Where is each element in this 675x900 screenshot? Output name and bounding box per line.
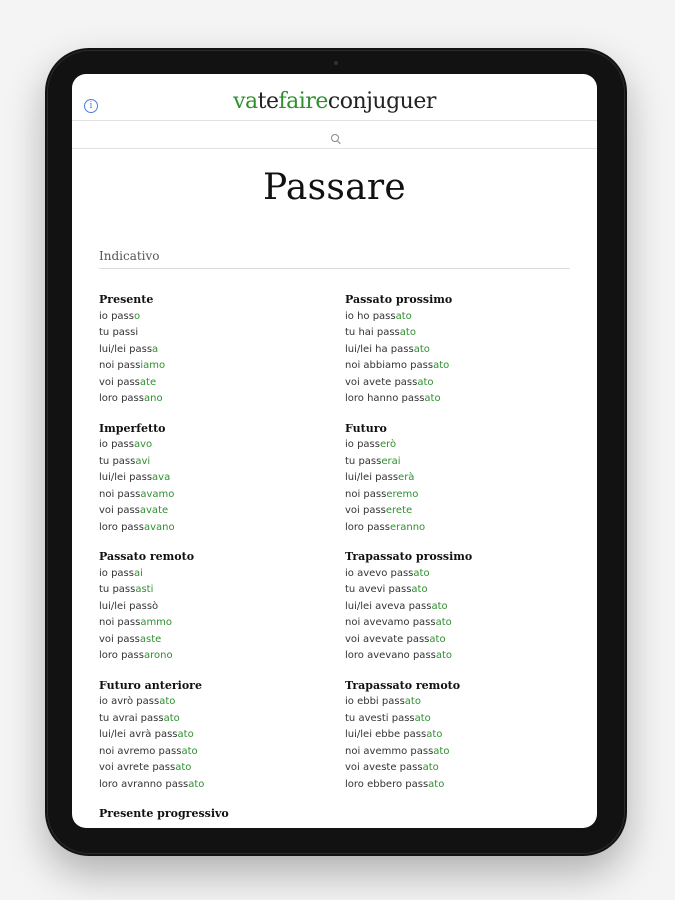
- tense-name: Trapassato prossimo: [345, 550, 473, 563]
- conjugation-ending: erete: [385, 505, 413, 516]
- conjugation-stem: loro ebbero pass: [345, 778, 429, 790]
- conjugation-stem: loro avranno pass: [99, 778, 189, 790]
- search-bar[interactable]: [72, 121, 597, 149]
- conjugation-line: [99, 694, 329, 711]
- conjugation-stem: loro pass: [99, 393, 144, 404]
- conjugation-stem: loro hanno pass: [345, 393, 425, 404]
- logo-part-conjuguer: conjuguer: [327, 89, 436, 114]
- conjugation-stem: voi pass: [99, 505, 140, 516]
- conjugation-ending: ato: [413, 567, 430, 579]
- conjugation-line: [345, 760, 575, 777]
- conjugation-line: [99, 648, 329, 665]
- conjugation-stem: tu pass: [345, 455, 382, 467]
- conjugation-line: [99, 342, 329, 359]
- conjugation-ending: ato: [175, 762, 192, 773]
- app-logo: [72, 89, 597, 114]
- conjugation-stem: loro pass: [345, 521, 390, 533]
- conjugation-line: [99, 777, 329, 794]
- conjugation-ending: iamo: [140, 360, 166, 371]
- conjugation-ending: o: [133, 310, 141, 322]
- logo-part-faire: faire: [278, 89, 328, 114]
- conjugation-line: [99, 727, 329, 744]
- conjugation-stem: tu pass: [99, 584, 136, 595]
- conjugation-stem: io avevo pass: [345, 567, 414, 579]
- conjugation-stem: tu pass: [99, 455, 136, 467]
- conjugation-line: [345, 632, 575, 649]
- conjugation-stem: tu hai pass: [345, 327, 400, 338]
- conjugation-ending: ato: [163, 712, 180, 724]
- conjugation-line: [345, 582, 575, 599]
- conjugation-stem: noi pass: [99, 360, 141, 371]
- conjugation-line: [99, 711, 329, 728]
- conjugation-line: [345, 520, 575, 537]
- conjugation-stem: lui/lei ebbe pass: [345, 729, 427, 740]
- conjugation-stem: lui/lei ha pass: [345, 343, 414, 355]
- conjugation-ending: avate: [139, 505, 169, 516]
- conjugation-line: [99, 520, 329, 537]
- conjugation-ending: ato: [399, 327, 416, 338]
- conjugation-line: [345, 711, 575, 728]
- conjugation-stem: loro pass: [99, 650, 144, 661]
- conjugation-stem: tu avrai pass: [99, 712, 164, 724]
- logo-part-te: te: [257, 89, 279, 114]
- conjugation-ending: ato: [435, 617, 452, 628]
- conjugation-stem: voi pass: [345, 505, 386, 516]
- conjugation-line: [345, 358, 575, 375]
- conjugation-line: [99, 325, 329, 342]
- conjugation-line: [345, 648, 575, 665]
- conjugation-ending: ato: [413, 343, 430, 355]
- tense-name: Presente: [99, 293, 154, 306]
- conjugation-stem: lui/lei passò: [99, 600, 159, 612]
- conjugation-stem: lui/lei avrà pass: [99, 729, 178, 740]
- logo-part-va: va: [233, 89, 258, 114]
- conjugation-ending: ato: [188, 778, 205, 790]
- tense-name: Passato remoto: [99, 550, 195, 563]
- tense-block: [345, 549, 575, 665]
- tense-name: Passato prossimo: [345, 293, 453, 306]
- conjugation-stem: voi pass: [99, 376, 140, 388]
- conjugation-line: [345, 487, 575, 504]
- conjugation-stem: lui/lei aveva pass: [345, 600, 432, 612]
- tense-block: [345, 678, 575, 794]
- tense-name: Presente progressivo: [99, 807, 229, 820]
- conjugation-line: [345, 325, 575, 342]
- conjugation-line: [345, 566, 575, 583]
- conjugation-line: [99, 487, 329, 504]
- conjugation-stem: tu avesti pass: [345, 712, 415, 724]
- conjugation-stem: io pass: [99, 567, 134, 579]
- tense-name: Futuro anteriore: [99, 678, 202, 692]
- conjugation-stem: io ho pass: [345, 310, 396, 322]
- conjugation-line: [345, 727, 575, 744]
- conjugation-stem: lui/lei pass: [345, 472, 399, 483]
- conjugation-ending: ato: [431, 600, 448, 612]
- conjugation-line: [345, 615, 575, 632]
- conjugation-line: [99, 391, 329, 408]
- conjugation-ending: avamo: [140, 488, 175, 500]
- tense-name: Imperfetto: [99, 421, 166, 435]
- conjugation-ending: erai: [381, 455, 401, 467]
- app-header: [72, 74, 597, 121]
- verb-title: Passare: [262, 167, 407, 208]
- conjugation-line: [345, 309, 575, 326]
- conjugation-stem: tu avevi pass: [345, 584, 412, 595]
- app-screen: [72, 74, 597, 828]
- conjugation-ending: avi: [135, 455, 151, 467]
- conjugation-line: [99, 582, 329, 599]
- conjugation-ending: asti: [135, 584, 154, 595]
- conjugation-line: [99, 375, 329, 392]
- conjugation-ending: erà: [398, 472, 415, 483]
- conjugation-ending: ava: [152, 472, 171, 483]
- conjugation-ending: ato: [422, 762, 439, 773]
- conjugation-stem: voi avrete pass: [99, 762, 176, 773]
- conjugation-ending: ato: [417, 376, 434, 388]
- conjugation-stem: loro pass: [99, 521, 144, 533]
- conjugation-ending: ato: [428, 778, 445, 790]
- conjugation-line: [99, 309, 329, 326]
- conjugation-stem: voi pass: [99, 633, 140, 645]
- conjugation-stem: noi avremo pass: [99, 745, 182, 757]
- conjugation-line: [345, 391, 575, 408]
- conjugation-line: [345, 375, 575, 392]
- conjugation-stem: voi avete pass: [345, 376, 418, 388]
- tense-block: [99, 806, 329, 823]
- conjugation-line: [345, 342, 575, 359]
- conjugation-stem: noi abbiamo pass: [345, 360, 434, 371]
- conjugation-stem: io ebbi pass: [345, 696, 405, 707]
- conjugation-stem: io pass: [345, 439, 380, 450]
- conjugation-line: [99, 454, 329, 471]
- search-icon[interactable]: [331, 134, 339, 142]
- conjugation-ending: ato: [159, 696, 176, 707]
- conjugation-line: [99, 760, 329, 777]
- conjugation-column-right: [345, 292, 575, 806]
- conjugation-line: [345, 470, 575, 487]
- conjugation-ending: avano: [143, 521, 175, 533]
- conjugation-stem: noi pass: [99, 488, 141, 500]
- tense-block: [345, 292, 575, 408]
- conjugation-ending: ato: [181, 745, 198, 757]
- mood-heading: Indicativo: [99, 249, 570, 269]
- conjugation-stem: noi avemmo pass: [345, 745, 434, 757]
- conjugation-line: [99, 615, 329, 632]
- conjugation-ending: ammo: [140, 617, 173, 628]
- conjugation-ending: ato: [411, 584, 428, 595]
- conjugation-ending: eranno: [389, 521, 426, 533]
- info-icon[interactable]: i: [84, 99, 98, 113]
- tense-name: Futuro: [345, 421, 387, 435]
- front-camera: [334, 61, 338, 65]
- conjugation-stem: noi pass: [99, 617, 141, 628]
- conjugation-ending: ato: [426, 729, 443, 740]
- conjugation-stem: lui/lei pass: [99, 343, 153, 355]
- conjugation-stem: noi avevamo pass: [345, 617, 436, 628]
- conjugation-line: [99, 437, 329, 454]
- conjugation-ending: ato: [177, 729, 194, 740]
- conjugation-line: [345, 744, 575, 761]
- conjugation-stem: io avrò pass: [99, 696, 160, 707]
- tense-block: [99, 549, 329, 665]
- conjugation-ending: ato: [435, 650, 453, 661]
- conjugation-stem: loro avevano pass: [345, 650, 436, 661]
- conjugation-stem: voi avevate pass: [345, 633, 430, 645]
- conjugation-ending: ate: [139, 376, 157, 388]
- tense-block: [99, 292, 329, 408]
- tense-block: [99, 678, 329, 794]
- conjugation-line: [99, 503, 329, 520]
- conjugation-stem: noi pass: [345, 488, 387, 500]
- conjugation-ending: ato: [395, 310, 412, 322]
- conjugation-line: [345, 599, 575, 616]
- conjugation-ending: arono: [143, 650, 173, 661]
- conjugation-ending: avo: [133, 439, 153, 450]
- conjugation-ending: ato: [424, 393, 441, 404]
- conjugation-ending: ato: [404, 696, 421, 707]
- conjugation-stem: io pass: [99, 439, 134, 450]
- conjugation-line: [345, 503, 575, 520]
- tablet-device: [45, 48, 627, 856]
- conjugation-stem: io pass: [99, 310, 134, 322]
- tense-name: Trapassato remoto: [345, 678, 461, 692]
- conjugation-stem: tu passi: [99, 327, 139, 338]
- conjugation-line: [345, 694, 575, 711]
- conjugation-line: [99, 632, 329, 649]
- conjugation-ending: ato: [433, 745, 450, 757]
- conjugation-line: [345, 777, 575, 794]
- conjugation-stem: lui/lei pass: [99, 472, 153, 483]
- conjugation-line: [99, 358, 329, 375]
- conjugation-ending: ano: [143, 393, 163, 404]
- conjugation-ending: erò: [379, 439, 397, 450]
- conjugation-ending: ai: [133, 567, 143, 579]
- conjugation-ending: ato: [433, 360, 450, 371]
- conjugation-column-left: [99, 292, 329, 828]
- conjugation-stem: voi aveste pass: [345, 762, 423, 773]
- conjugation-line: [345, 437, 575, 454]
- conjugation-line: [345, 454, 575, 471]
- tense-block: [99, 421, 329, 537]
- conjugation-ending: ato: [429, 633, 446, 645]
- conjugation-ending: aste: [139, 633, 162, 645]
- conjugation-line: [99, 744, 329, 761]
- conjugation-line: [99, 566, 329, 583]
- conjugation-ending: ato: [414, 712, 431, 724]
- conjugation-ending: a: [152, 343, 159, 355]
- conjugation-line: [99, 470, 329, 487]
- conjugation-line: [99, 599, 329, 616]
- tense-block: [345, 421, 575, 537]
- conjugation-ending: eremo: [386, 488, 419, 500]
